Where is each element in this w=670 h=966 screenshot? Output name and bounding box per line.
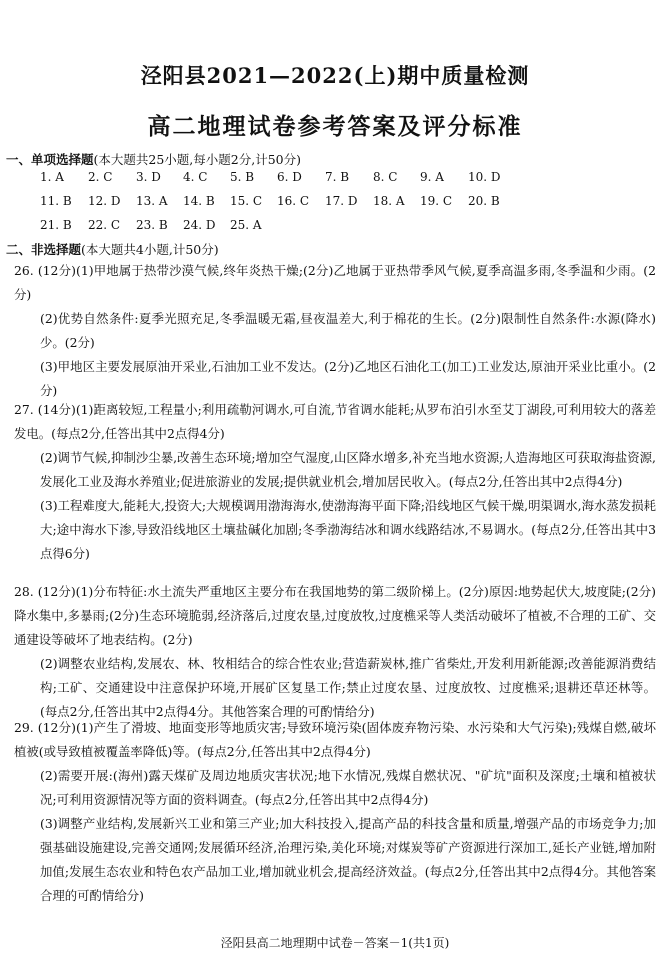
answer-block-29 [14,716,656,908]
mcq-answer-grid [40,170,640,242]
section-note: (本大题共25小题,每小题2分,计50分) [93,152,301,167]
answer-paragraph: 29. (12分)(1)产生了滑坡、地面变形等地质灾害;导致环境污染(固体废弃物污染、水污染和大气污染);残煤自燃,破坏植被(或导致植被覆盖率降低)等。(每点2分,任答出其中2点得4分) [14,720,656,759]
mcq-answer: 2. C [88,170,113,184]
answer-paragraph: (3)工程难度大,能耗大,投资大;大规模调用渤海海水,使渤海海平面下降;沿线地区气候干燥,明渠调水,海水蒸发损耗大;途中海水下渗,导致沿线地区土壤盐碱化加剧;冬季渤海结冰和调水线路结冰,不易调水。(每点2分,任答出其中3点得6分) [40,498,656,561]
mcq-answer: 20. B [468,194,500,208]
answer-paragraph: (2)需要开展:(海州)露天煤矿及周边地质灾害状况;地下水情况,残煤自燃状况、"矿坑"面积及深度;土壤和植被状况;可利用资源情况等方面的资料调查。(每点2分,任答出其中2点得4分) [40,768,656,807]
mcq-answer: 24. D [183,218,216,232]
mcq-answer: 5. B [230,170,255,184]
section-heading-mcq [6,150,301,168]
page-footer: 泾阳县高二地理期中试卷－答案－1(共1页) [220,936,450,950]
mcq-answer: 8. C [373,170,398,184]
mcq-answer: 16. C [277,194,310,208]
mcq-answer: 10. D [468,170,501,184]
answer-block-27 [14,398,656,566]
answer-paragraph: 27. (14分)(1)距离较短,工程量小;利用疏勒河调水,可自流,节省调水能耗;从罗布泊引水至艾丁湖段,可利用较大的落差发电。(每点2分,任答出其中2点得4分) [14,402,656,441]
mcq-answer: 9. A [420,170,444,184]
answer-block-28 [14,580,656,724]
mcq-answer: 7. B [325,170,350,184]
mcq-answer: 14. B [183,194,215,208]
answer-paragraph: 28. (12分)(1)分布特征:水土流失严重地区主要分布在我国地势的第二级阶梯上。(2分)原因:地势起伏大,坡度陡;(2分)降水集中,多暴雨;(2分)生态环境脆弱,经济落后,过度农垦,过度放牧,过度樵采等人类活动破坏了植被,不合理的工矿、交通建设等破坏了地表结构。(2分) [14,584,656,647]
mcq-answer: 4. C [183,170,208,184]
answer-paragraph: 26. (12分)(1)甲地属于热带沙漠气候,终年炎热干燥;(2分)乙地属于亚热带季风气候,夏季高温多雨,冬季温和少雨。(2分) [14,263,656,302]
answer-paragraph: (2)优势自然条件:夏季光照充足,冬季温暖无霜,昼夜温差大,利于棉花的生长。(2分)限制性自然条件:水源(降水)少。(2分) [40,311,656,350]
mcq-answer: 21. B [40,218,72,232]
mcq-answer: 17. D [325,194,358,208]
section-note: (本大题共4小题,计50分) [81,242,219,257]
mcq-answer: 23. B [136,218,168,232]
mcq-answer: 19. C [420,194,453,208]
mcq-answer: 12. D [88,194,121,208]
mcq-answer: 6. D [277,170,302,184]
document-subtitle: 高二地理试卷参考答案及评分标准 [147,113,523,140]
answer-paragraph: (2)调节气候,抑制沙尘暴,改善生态环境;增加空气湿度,山区降水增多,补充当地水资源;人造海地区可获取海盐资源,发展化工业及海水养殖业;促进旅游业的发展;提供就业机会,增加居民收入。(每点2分,任答出其中2点得4分) [40,450,656,489]
section-heading-open [6,240,219,258]
mcq-answer: 18. A [373,194,405,208]
mcq-answer: 11. B [40,194,72,208]
answer-block-26 [14,259,656,403]
section-title: 一、单项选择题 [6,152,94,167]
answer-paragraph: (3)调整产业结构,发展新兴工业和第三产业;加大科技投入,提高产品的科技含量和质量,增强产品的市场竞争力;加强基础设施建设,完善交通网;发展循环经济,治理污染,美化环境;对煤炭等矿产资源进行深加工,延长产业链,增加附加值;发展生态农业和特色农产品加工业,增加就业机会,提高经济效益。(每点2分,任答出其中2点得4分。其他答案合理的可酌情给分) [40,816,656,903]
mcq-answer: 3. D [136,170,161,184]
mcq-answer: 1. A [40,170,64,184]
mcq-answer: 22. C [88,218,121,232]
mcq-answer: 13. A [136,194,168,208]
mcq-answer: 25. A [230,218,262,232]
answer-paragraph: (3)甲地区主要发展原油开采业,石油加工业不发达。(2分)乙地区石油化工(加工)工业发达,原油开采业比重小。(2分) [40,359,656,398]
section-title: 二、非选择题 [6,242,82,257]
answer-paragraph: (2)调整农业结构,发展农、林、牧相结合的综合性农业;营造薪炭林,推广省柴灶,开发利用新能源;改善能源消费结构;工矿、交通建设中注意保护环境,开展矿区复垦工作;禁止过度农垦、过度放牧、过度樵采;退耕还草还林等。(每点2分,任答出其中2点得4分。其他答案合理的可酌情给分) [40,656,656,719]
exam-title: 泾阳县2021—2022(上)期中质量检测 [140,63,530,88]
mcq-answer: 15. C [230,194,263,208]
